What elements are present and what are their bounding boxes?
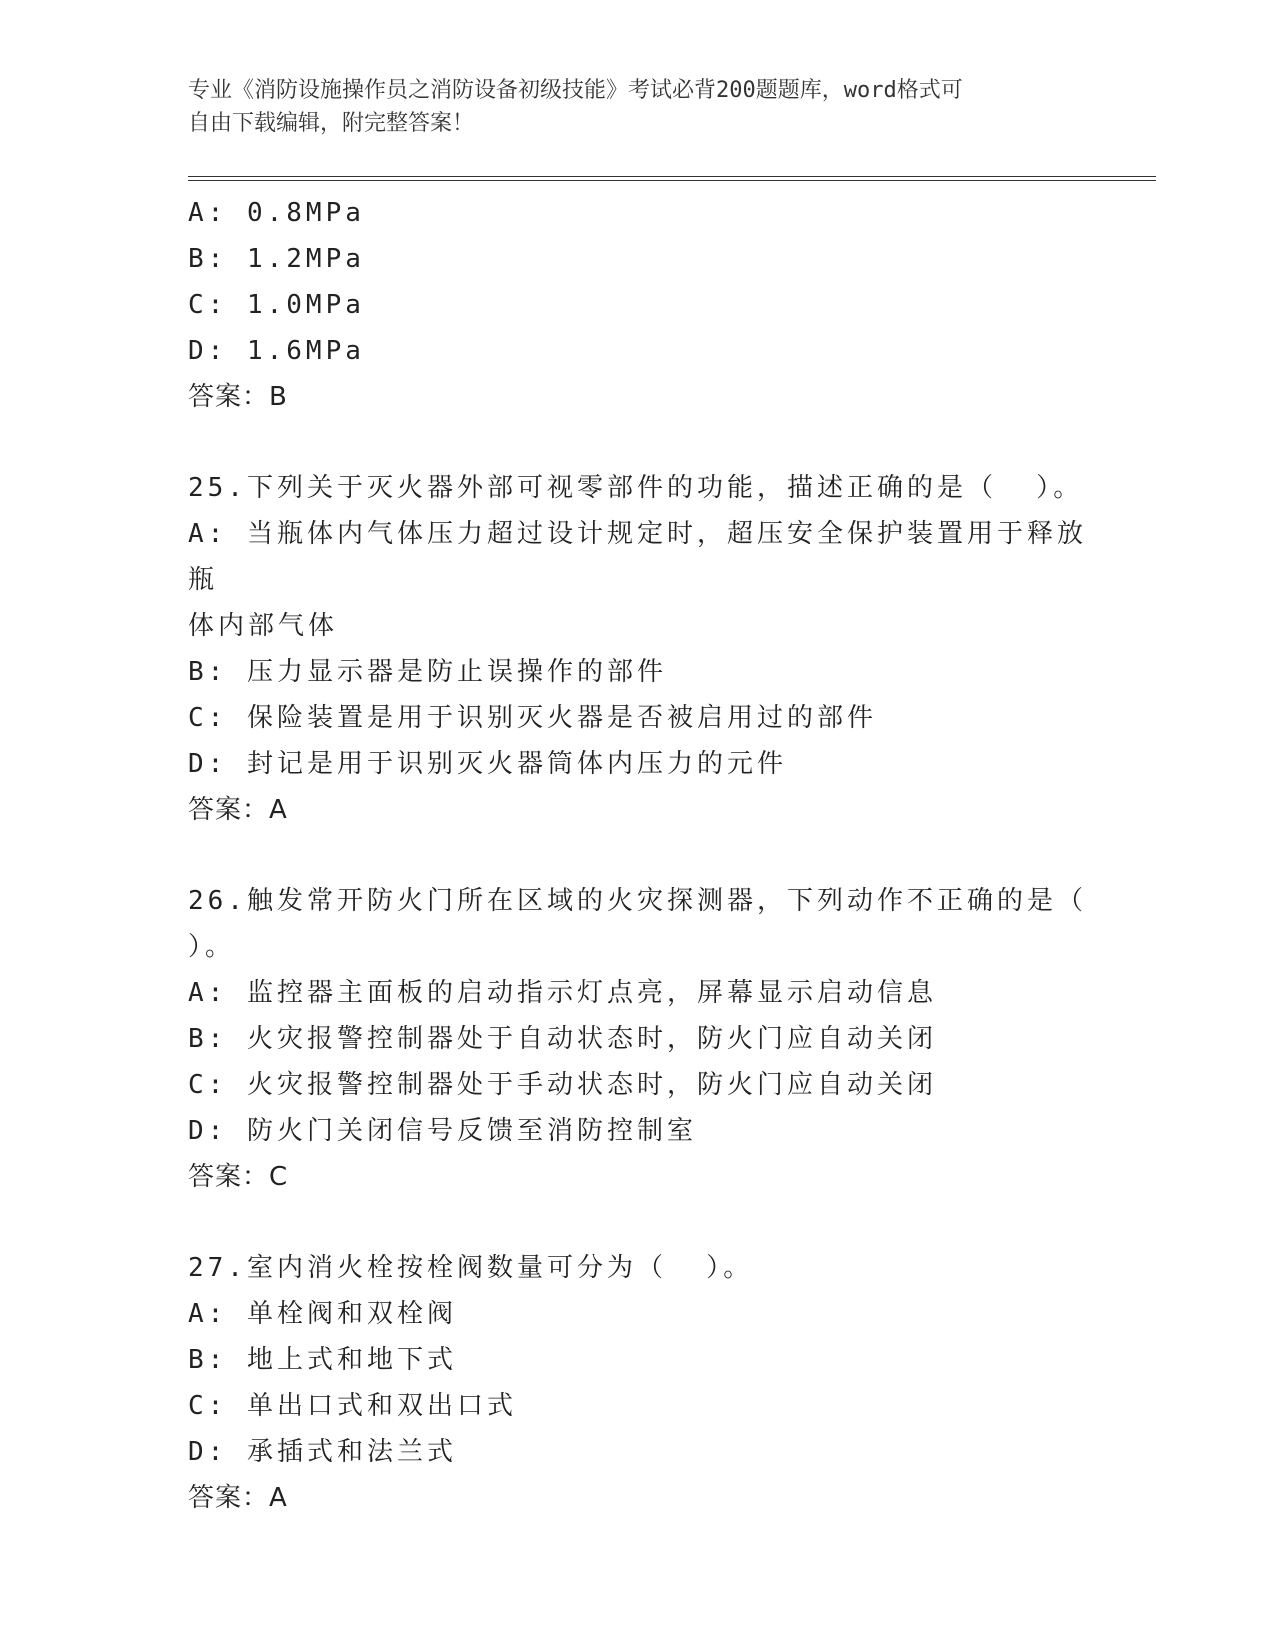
option-b: B: 地上式和地下式 bbox=[188, 1345, 457, 1375]
option-a: A: 监控器主面板的启动指示灯点亮，屏幕显示启动信息 bbox=[188, 978, 937, 1008]
option-a: A: 当瓶体内气体压力超过设计规定时，超压安全保护装置用于释放瓶 bbox=[188, 519, 1087, 595]
header-line-2: 自由下载编辑，附完整答案！ bbox=[188, 111, 475, 136]
document-header bbox=[188, 74, 1088, 140]
answer: 答案：B bbox=[188, 382, 288, 412]
question-text: 27.室内消火栓按栓阀数量可分为（ ）。 bbox=[188, 1253, 754, 1283]
option-c: C: 保险装置是用于识别灭火器是否被启用过的部件 bbox=[188, 703, 877, 733]
answer: 答案：A bbox=[188, 1483, 288, 1513]
answer: 答案：C bbox=[188, 1162, 289, 1192]
header-divider bbox=[188, 176, 1156, 181]
question-text-continued: ）。 bbox=[188, 932, 236, 962]
option-c: C: 火灾报警控制器处于手动状态时，防火门应自动关闭 bbox=[188, 1070, 937, 1100]
question-list bbox=[188, 190, 1088, 1521]
option-b: B: 1.2MPa bbox=[188, 244, 365, 274]
question-25-block bbox=[188, 465, 1088, 833]
question-27-block bbox=[188, 1245, 1088, 1521]
option-d: D: 封记是用于识别灭火器筒体内压力的元件 bbox=[188, 749, 787, 779]
question-text: 25.下列关于灭火器外部可视零部件的功能，描述正确的是（ ）。 bbox=[188, 473, 1084, 503]
option-a: A: 单栓阀和双栓阀 bbox=[188, 1299, 457, 1329]
option-b: B: 压力显示器是防止误操作的部件 bbox=[188, 657, 667, 687]
option-b: B: 火灾报警控制器处于自动状态时，防火门应自动关闭 bbox=[188, 1024, 937, 1054]
option-d: D: 承插式和法兰式 bbox=[188, 1437, 457, 1467]
question-26-block bbox=[188, 878, 1088, 1200]
answer: 答案：A bbox=[188, 795, 288, 825]
option-d: D: 1.6MPa bbox=[188, 336, 365, 366]
option-c: C: 1.0MPa bbox=[188, 290, 365, 320]
question-text: 26.触发常开防火门所在区域的火灾探测器，下列动作不正确的是（ bbox=[188, 886, 1087, 916]
option-d: D: 防火门关闭信号反馈至消防控制室 bbox=[188, 1116, 697, 1146]
question-24-block bbox=[188, 190, 1088, 420]
option-c: C: 单出口式和双出口式 bbox=[188, 1391, 517, 1421]
header-line-1: 专业《消防设施操作员之消防设备初级技能》考试必背200题题库，word格式可 bbox=[188, 78, 963, 103]
option-a: A: 0.8MPa bbox=[188, 198, 365, 228]
option-a-continued: 体内部气体 bbox=[188, 611, 339, 641]
